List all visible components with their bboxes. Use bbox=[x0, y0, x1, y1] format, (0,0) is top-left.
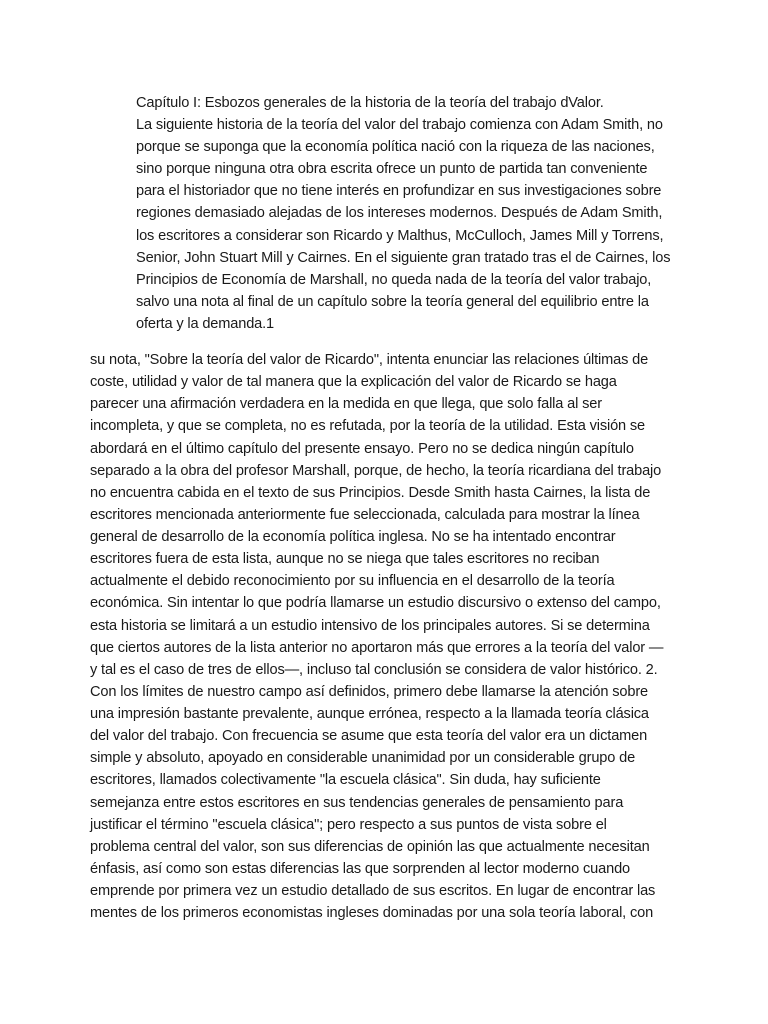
body-line: mentes de los primeros economistas ingleses dominadas por una sola teoría laboral, con bbox=[90, 905, 654, 922]
body-line: actualmente el debido reconocimiento por su influencia en el desarrollo de la teoría bbox=[90, 573, 615, 590]
intro-line: para el historiador que no tiene interés en profundizar en sus investigaciones sobre bbox=[136, 183, 662, 200]
body-line: no encuentra cabida en el texto de sus Principios. Desde Smith hasta Cairnes, la lista de bbox=[90, 484, 651, 501]
body-line: general de desarrollo de la economía política inglesa. No se ha intentado encontrar bbox=[90, 529, 616, 545]
body-line: separado a la obra del profesor Marshall, porque, de hecho, la teoría ricardiana del trabajo bbox=[90, 462, 662, 479]
body-line: semejanza entre estos escritores en sus tendencias generales de pensamiento para bbox=[90, 794, 624, 811]
body-line: económica. Sin intentar lo que podría llamarse un estudio discursivo o extenso del campo, bbox=[90, 595, 661, 612]
body-line: incompleta, y que se completa, no es refutada, por la teoría de la utilidad. Esta visión se bbox=[90, 418, 646, 435]
body-line: y tal es el caso de tres de ellos—, incluso tal conclusión se considera de valor histórico. 2. bbox=[90, 661, 658, 678]
body-line: una impresión bastante prevalente, aunque errónea, respecto a la llamada teoría clásica bbox=[90, 706, 649, 722]
intro-line-with-footnote: oferta y la demanda.1 bbox=[136, 315, 275, 332]
body-line: su nota, "Sobre la teoría del valor de Ricardo", intenta enunciar las relaciones últimas de bbox=[90, 352, 649, 368]
intro-line: La siguiente historia de la teoría del valor del trabajo comienza con Adam Smith, no bbox=[136, 117, 663, 134]
intro-line: salvo una nota al final de un capítulo sobre la teoría general del equilibrio entre la bbox=[136, 293, 649, 310]
body-line: simple y absoluto, apoyado en considerable unanimidad por un considerable grupo de bbox=[90, 750, 636, 767]
body-paragraph bbox=[90, 349, 690, 924]
body-line: que ciertos autores de la lista anterior no aportaron más que errores a la teoría del valor — bbox=[90, 639, 664, 656]
body-line: escritores fuera de esta lista, aunque no se niega que tales escritores no reciban bbox=[90, 551, 600, 568]
body-line: emprende por primera vez un estudio detallado de sus escritos. En lugar de encontrar las bbox=[90, 883, 656, 899]
body-line: problema central del valor, son sus diferencias de opinión las que actualmente necesitan bbox=[90, 838, 650, 855]
body-line: coste, utilidad y valor de tal manera que la explicación del valor de Ricardo se haga bbox=[90, 374, 617, 391]
body-line: parecer una afirmación verdadera en la medida en que llega, que solo falla al ser bbox=[90, 396, 602, 413]
body-line: escritores, llamados colectivamente "la escuela clásica". Sin duda, hay suficiente bbox=[90, 772, 601, 789]
body-line: énfasis, así como son estas diferencias las que sorprenden al lector moderno cuando bbox=[90, 860, 630, 877]
body-line: esta historia se limitará a un estudio intensivo de los principales autores. Si se determina bbox=[90, 617, 650, 634]
body-line: escritores mencionada anteriormente fue seleccionada, calculada para mostrar la línea bbox=[90, 506, 640, 523]
intro-line: los escritores a considerar son Ricardo y Malthus, McCulloch, James Mill y Torrens, bbox=[136, 227, 664, 244]
chapter-title-line: Capítulo I: Esbozos generales de la historia de la teoría del trabajo dValor. bbox=[136, 95, 604, 111]
body-line: abordará en el último capítulo del presente ensayo. Pero no se dedica ningún capítulo bbox=[90, 440, 634, 457]
intro-line: Principios de Economía de Marshall, no queda nada de la teoría del valor trabajo, bbox=[136, 271, 652, 288]
body-line: Con los límites de nuestro campo así definidos, primero debe llamarse la atención sobre bbox=[90, 683, 649, 700]
intro-line: porque se suponga que la economía política nació con la riqueza de las naciones, bbox=[136, 139, 655, 156]
body-line: justificar el término "escuela clásica"; pero respecto a sus puntos de vista sobre el bbox=[90, 816, 607, 833]
body-line: del valor del trabajo. Con frecuencia se asume que esta teoría del valor era un dictamen bbox=[90, 728, 648, 745]
intro-line: Senior, John Stuart Mill y Cairnes. En el siguiente gran tratado tras el de Cairnes, los bbox=[136, 249, 671, 266]
intro-line: sino porque ninguna otra obra escrita ofrece un punto de partida tan conveniente bbox=[136, 161, 648, 178]
indented-intro-block bbox=[136, 92, 684, 335]
intro-line: regiones demasiado alejadas de los intereses modernos. Después de Adam Smith, bbox=[136, 205, 663, 222]
